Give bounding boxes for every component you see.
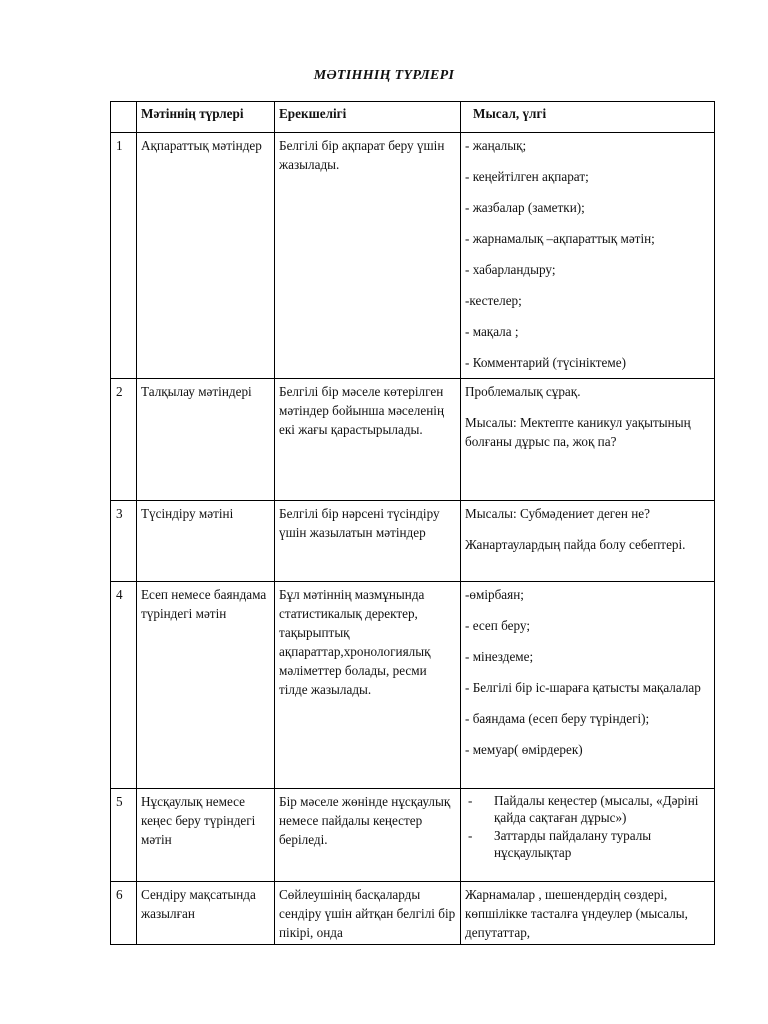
bullet-item: - Заттарды пайдалану туралы нұсқаулықтар [465,827,710,861]
row-number: 4 [111,582,137,789]
bullet-list [465,792,710,861]
text-type-cell: Талқылау мәтіндері [137,379,275,501]
table-row [111,882,715,945]
example-cell [461,133,715,379]
table-row [111,582,715,789]
feature-cell: Бұл мәтіннің мазмұнында статистикалық деректер, тақырыптық ақпараттар,хронологиялық мәліметтер болады, ресми тілде жазылады. [275,582,461,789]
text-type-cell: Ақпараттық мәтіндер [137,133,275,379]
header-type: Мәтіннің түрлері [137,102,275,133]
example-item: - жарнамалық –ақпараттық мәтін; [465,231,655,246]
example-cell: Жарнамалар , шешендердің сөздері, көпшілікке тасталға үндеулер (мысалы, депутаттар, [461,882,715,945]
feature-cell: Белгілі бір ақпарат беру үшін жазылады. [275,133,461,379]
table-row [111,379,715,501]
example-item: - Комментарий (түсініктеме) [465,355,626,370]
header-number [111,102,137,133]
feature-cell: Сөйлеушінің басқаларды сендіру үшін айтқан белгілі бір пікірі, онда [275,882,461,945]
row-number: 5 [111,789,137,882]
text-types-table [110,101,715,945]
example-item: - жаңалық; [465,138,527,153]
table-row [111,133,715,379]
table-row [111,789,715,882]
header-example: Мысал, үлгі [461,102,715,133]
example-item: - жазбалар (заметки); [465,200,585,215]
example-cell [461,379,715,501]
table-header-row [111,102,715,133]
example-item: - Белгілі бір іс-шараға қатысты мақалалар [465,680,701,695]
example-item: - баяндама (есеп беру түріндегі); [465,711,650,726]
row-number: 1 [111,133,137,379]
example-cell [461,789,715,882]
example-item: - кеңейтілген ақпарат; [465,169,589,184]
example-cell [461,582,715,789]
example-item: Мысалы: Мектепте каникул уақытының болғаны дұрыс па, жоқ па? [465,415,691,449]
example-item: - мақала ; [465,324,519,339]
example-cell [461,501,715,582]
example-item: -өмірбаян; [465,587,524,602]
row-number: 2 [111,379,137,501]
example-item: -кестелер; [465,293,522,308]
example-item: - мемуар( өмірдерек) [465,742,583,757]
text-type-cell: Есеп немесе баяндама түріндегі мәтін [137,582,275,789]
row-number: 3 [111,501,137,582]
example-item: Мысалы: Субмәдениет деген не? [465,506,650,521]
example-item: - мінездеме; [465,649,534,664]
example-item: Проблемалық сұрақ. [465,384,581,399]
table-row [111,501,715,582]
row-number: 6 [111,882,137,945]
example-item: Жанартаулардың пайда болу себептері. [465,537,686,552]
text-type-cell: Түсіндіру мәтіні [137,501,275,582]
header-feature: Ерекшелігі [275,102,461,133]
bullet-item: - Пайдалы кеңестер (мысалы, «Дәріні қайда сақтаған дұрыс») [465,792,710,826]
feature-cell: Белгілі бір мәселе көтерілген мәтіндер бойынша мәселенің екі жағы қарастырылады. [275,379,461,501]
text-type-cell: Сендіру мақсатында жазылған [137,882,275,945]
example-item: - есеп беру; [465,618,530,633]
feature-cell: Бір мәселе жөнінде нұсқаулық немесе пайдалы кеңестер беріледі. [275,789,461,882]
document-title: МӘТІННІҢ ТҮРЛЕРІ [313,68,455,83]
feature-cell: Белгілі бір нәрсені түсіндіру үшін жазылатын мәтіндер [275,501,461,582]
text-type-cell: Нұсқаулық немесе кеңес беру түріндегі мәтін [137,789,275,882]
example-item: - хабарландыру; [465,262,556,277]
